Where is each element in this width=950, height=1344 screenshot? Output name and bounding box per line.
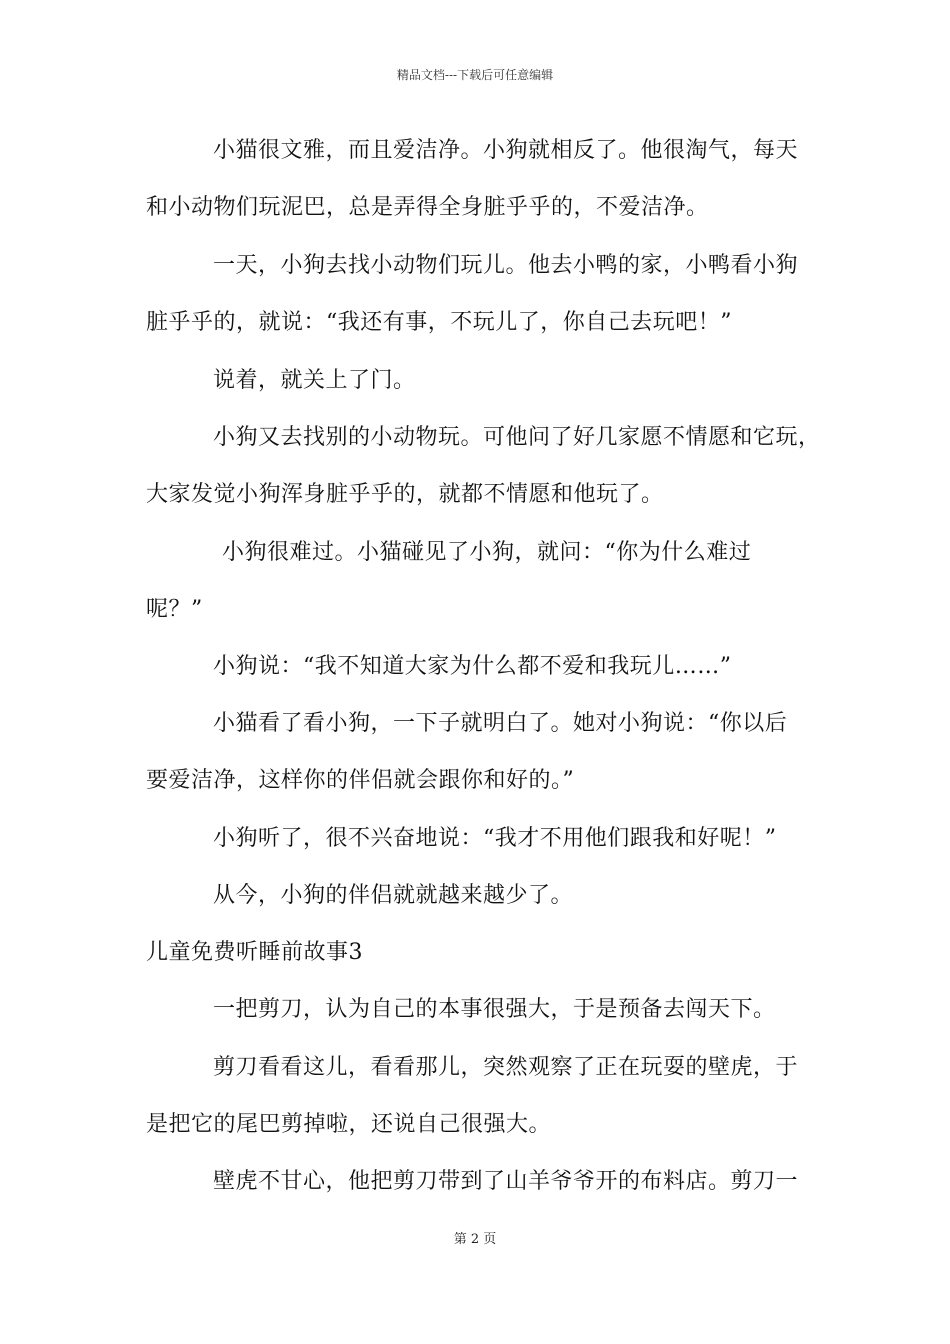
page-number: 第 2 页 (453, 1232, 497, 1247)
text-line: 大家发觉小狗浑身脏乎乎的，就都不情愿和他玩了。 (146, 482, 664, 507)
text-line: 脏乎乎的，就说：“我还有事，不玩儿了，你自己去玩吧！” (146, 310, 732, 335)
text-line: 壁虎不甘心，他把剪刀带到了山羊爷爷开的布料店。剪刀一 (213, 1169, 799, 1194)
text-line: 小猫很文雅，而且爱洁净。小狗就相反了。他很淘气，每天 (213, 138, 799, 163)
text-line: 小猫看了看小狗，一下子就明白了。她对小狗说：“你以后 (213, 711, 788, 736)
text-line: 说着，就关上了门。 (213, 368, 416, 393)
text-line: 小狗又去找别的小动物玩。可他问了好几家愿不情愿和它玩， (213, 425, 821, 450)
text-line: 是把它的尾巴剪掉啦，还说自己很强大。 (146, 1112, 552, 1137)
text-line: 小狗说：“我不知道大家为什么都不爱和我玩儿……” (213, 654, 732, 679)
text-line: 从今，小狗的伴侣就就越来越少了。 (213, 883, 574, 908)
text-line: 和小动物们玩泥巴，总是弄得全身脏乎乎的，不爱洁净。 (146, 195, 709, 220)
text-line: 一把剪刀，认为自己的本事很强大，于是预备去闯天下。 (213, 997, 776, 1022)
text-line: 一天，小狗去找小动物们玩儿。他去小鸭的家，小鸭看小狗 (213, 253, 799, 278)
page-header: 精品文档---下载后可任意编辑 (396, 68, 554, 82)
text-line: 小狗听了，很不兴奋地说：“我才不用他们跟我和好呢！” (213, 826, 777, 851)
text-line: 呢？” (146, 597, 203, 622)
text-line: 剪刀看看这儿，看看那儿，突然观察了正在玩耍的壁虎，于 (213, 1055, 799, 1080)
section-heading: 儿童免费听睡前故事3 (146, 940, 363, 965)
text-line: 小狗很难过。小猫碰见了小狗，就问：“你为什么难过 (222, 540, 752, 565)
text-line: 要爱洁净，这样你的伴侣就会跟你和好的。” (146, 768, 575, 793)
